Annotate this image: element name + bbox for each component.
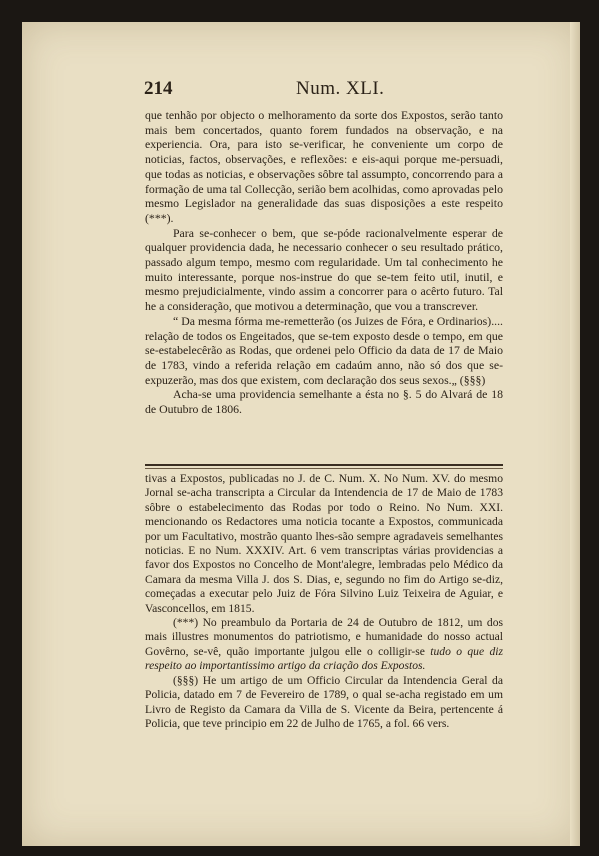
book-page	[22, 22, 580, 846]
paragraph-1: que tenhão por objecto o melhoramento da sorte dos Expostos, serão tanto mais bem concertados, quanto forem fundados na observação, e na experiencia. Ora, para isto se-verificar, he conveniente um corpo de noticias, factos, observações, e reflexões: e eis-aqui porque me-persuadi, que todas as noticias, e observações sôbre tal assumpto, concorrendo para a formação de uma tal Collecção, serião bem acolhidas, como aprovadas pelo mesmo Legislador na generalidade das suas disposições a este respeito (***).	[145, 108, 503, 225]
running-title: Num. XLI.	[296, 78, 385, 99]
footnote-triple-star-italic: tudo o que diz respeito ao importantissimo artigo da criação dos Expostos.	[145, 644, 503, 673]
footnote-continuation: tivas a Expostos, publicadas no J. de C. Num. X. No Num. XV. do mesmo Jornal se-acha transcripta a Circular da Intendencia de 17 de Maio de 1783 sôbre o estabelecimento das Rodas por todo o Reino. No Num. XXI. mencionando os Redactores uma noticia tocante a Expostos, communicada por um Facultativo, mostrão quanto lhes-são sempre agradaveis semelhantes noticias. E no Num. XXXIV. Art. 6 vem transcriptas várias providencias a favor dos Expostos no Concelho de Mont'alegre, lembradas pelo Médico da Camara da mesma Villa J. dos S. Dias, e, segundo no fim do Artigo se-diz, começadas a executar pelo Juiz de Fóra Silvino Luiz Teixeira de Aguiar, e Vasconcellos, em 1815.	[145, 472, 503, 615]
page-spine-shadow	[570, 22, 580, 846]
paragraph-4: Acha-se uma providencia semelhante a ésta no §. 5 do Alvará de 18 de Outubro de 1806.	[145, 387, 503, 417]
page-header	[144, 78, 504, 106]
footnote-divider	[145, 464, 503, 466]
footnote-section: (§§§) He um artigo de um Officio Circular da Intendencia Geral da Policia, datado em 7 de Fevereiro de 1789, o qual se-acha registado em um Livro de Registo da Camara da Villa de S. Vicente da Beira, pertencente á Policia, que teve principio em 22 de Julho de 1765, a fol. 66 vers.	[145, 673, 503, 730]
paragraph-3-quote: “ Da mesma fórma me-remetterão (os Juizes de Fóra, e Ordinarios).... relação de todos os Engeitados, que se-tem exposto desde o tempo, em que se-estabelecêrão as Rodas, que ordenei pelo Officio da data de 17 de Maio de 1783, vindo a referida relação em cadaúm anno, não só dos que se-expuzerão, mas dos que existem, com declaração dos seus sexos.„ (§§§)	[145, 313, 503, 387]
paragraph-2: Para se-conhecer o bem, que se-póde racionalvelmente esperar de qualquer providencia dada, he necessario conhecer o seu resultado prático, passado algum tempo, mesmo com regularidade. Um tal conhecimento he muito interessante, porque nos-instrue do que se-tem feito util, inutil, e mesmo prejudicialmente, vindo assim a concorrer para o acêrto futuro. Tal he a consideração, que motivou a determinação, que vou a transcrever.	[145, 225, 503, 314]
footnote-triple-star	[145, 616, 503, 674]
footnote-triple-star-text: (***) No preambulo da Portaria de 24 de Outubro de 1812, um dos mais illustres monumentos do patriotismo, e humanidade do nosso actual Govêrno, se-vê, quão importante julgou elle o colligir-se	[145, 616, 503, 658]
footnotes	[145, 472, 503, 731]
page-number: 214	[144, 78, 173, 99]
main-text	[145, 108, 503, 417]
